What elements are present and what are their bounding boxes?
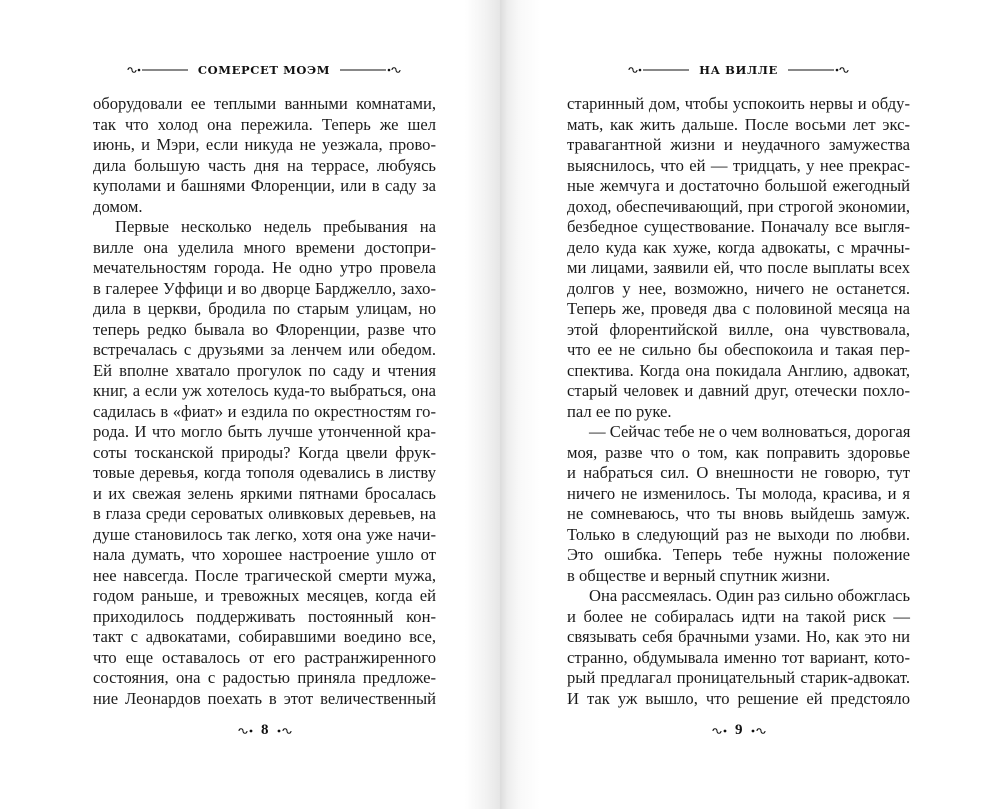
folio-ornament-left-icon — [712, 727, 730, 735]
text-line: безбедное существование. Поначалу все выгля- — [567, 217, 910, 236]
text-line: куполами и башнями Флоренции, или в саду за — [93, 176, 436, 195]
left-page-number — [238, 722, 292, 739]
text-line: доход, обеспечивающий, при строгой экономии, — [567, 196, 910, 216]
page-number-9: 9 — [735, 722, 743, 738]
right-page-body — [567, 94, 910, 709]
right-page-number — [712, 722, 766, 739]
text-line: нее навсегда. После трагической смерти мужа, — [93, 565, 436, 585]
text-line: не сомневаюсь, что ты вновь выйдешь замуж. — [567, 504, 910, 523]
text-line: выяснилось, что ей — тридцать, у нее прекрас- — [567, 155, 910, 175]
text-line: теперь редко бывала во Флоренции, разве что — [93, 319, 436, 339]
text-line: этой флорентийской вилле, она чувствовала, — [567, 319, 910, 339]
text-line: книг, а если уж хотелось куда-то выбраться, она — [93, 381, 436, 400]
right-page — [500, 0, 1001, 809]
text-line: годом раньше, и тревожных месяцев, когда ей — [93, 586, 436, 605]
text-line: и более не собиралась идти на такой риск — — [567, 606, 910, 626]
text-line: встречалась с друзьями за ленчем или обедом. — [93, 340, 436, 359]
text-line: и их свежая зелень яркими пятнами бросалась — [93, 483, 436, 503]
text-line: приходилось поддерживать постоянный кон- — [93, 606, 436, 626]
text-line: старый человек и давний друг, отечески похло- — [567, 381, 910, 400]
text-line: Ей вполне хватало прогулок по саду и чтения — [93, 360, 436, 380]
text-line: душе становилось так легко, хотя она уже начи- — [93, 524, 436, 544]
text-line: вилле она уделила много времени достопри- — [93, 237, 436, 257]
text-line: ми лицами, заявили ей, что после выплаты всех — [567, 258, 910, 277]
book-author-heading: СОМЕРСЕТ МОЭМ — [197, 63, 331, 77]
text-line: рый предлагал проницательный старик-адвокат. — [567, 668, 910, 687]
text-line: ные жемчуга и достаточно большой ежегодный — [567, 176, 910, 195]
text-line: что ее не сильно бы обеспокоила и такая пер- — [567, 340, 910, 359]
left-page — [0, 0, 500, 809]
page-number-8: 8 — [261, 722, 269, 738]
text-line: в глаза среди сероватых оливковых деревьев, на — [93, 504, 436, 523]
text-line: дила большую часть дня на террасе, любуясь — [93, 155, 436, 175]
text-line: Это ошибка. Теперь тебе нужны положение — [567, 545, 910, 564]
text-line: в обществе и верный спутник жизни. — [567, 565, 831, 585]
text-line: спектива. Когда она покидала Англию, адвокат, — [567, 360, 910, 380]
text-line: пал ее по руке. — [567, 401, 672, 421]
text-line: состояния, она с радостью приняла предложе- — [93, 668, 436, 687]
text-line: Первые несколько недель пребывания на — [115, 217, 436, 236]
text-line: садилась в «фиат» и ездила по окрестностям го- — [93, 401, 436, 421]
left-flourish-icon — [126, 65, 190, 75]
left-flourish-icon — [627, 65, 691, 75]
text-line: Только в следующий раз не выходи по любви. — [567, 524, 910, 544]
text-line: такт с адвокатами, собиравшими воедино все, — [93, 627, 436, 646]
left-running-head — [93, 63, 435, 77]
story-title-heading: НА ВИЛЛЕ — [699, 63, 778, 77]
text-line: связывать себя брачными узами. Но, как это ни — [567, 627, 910, 646]
folio-ornament-right-icon — [274, 727, 292, 735]
folio-ornament-right-icon — [748, 727, 766, 735]
text-line: мечательностям города. Не одно утро провела — [93, 258, 436, 277]
text-line: — Сейчас тебе не о чем волноваться, дорогая — [589, 422, 911, 441]
text-line: и набраться сил. О внешности не говорю, тут — [567, 463, 910, 482]
folio-ornament-left-icon — [238, 727, 256, 735]
text-line: что еще оставалось от его растранжиренного — [93, 647, 436, 667]
text-line: странно, обдумывала именно тот вариант, кото- — [567, 647, 910, 667]
text-line: оборудовали ее теплыми ванными комнатами, — [93, 94, 436, 113]
text-line: нала думать, что хорошее настроение ушло от — [93, 545, 436, 564]
text-line: так что холод она пережила. Теперь же шел — [93, 114, 436, 134]
text-line: И так уж вышло, что решение ей предстояло — [567, 688, 910, 708]
right-running-head — [567, 63, 910, 77]
text-line: домом. — [93, 196, 143, 216]
text-line: ние Леонардов поехать в этот величественный — [93, 688, 436, 708]
text-line: Она рассмеялась. Один раз сильно обожглась — [589, 586, 910, 605]
text-line: моя, разве что о том, как поправить здоровье — [567, 442, 910, 462]
text-line: июнь, и Мэри, если никуда не уезжала, прово- — [93, 135, 436, 154]
text-line: товые деревья, когда тополя одевались в листву — [93, 463, 436, 482]
right-flourish-icon — [338, 65, 402, 75]
text-line: дело куда как хуже, когда адвокаты, с мрачны- — [567, 237, 910, 257]
text-line: дила в церкви, бродила по старым улицам, но — [93, 299, 436, 318]
text-line: мать, как жить дальше. После восьми лет экс- — [567, 114, 910, 134]
text-line: соты тосканской природы? Когда цвели фрук- — [93, 442, 436, 462]
text-line: в галерее Уффици и во дворце Барджелло, захо- — [93, 278, 436, 298]
right-flourish-icon — [786, 65, 850, 75]
text-line: Теперь же, проведя два с половиной месяца на — [567, 299, 910, 318]
text-line: рода. И что могло быть лучше утонченной кра- — [93, 422, 436, 441]
text-line: долгов у нее, возможно, ничего не останется. — [567, 278, 910, 298]
text-line: ничего не изменилось. Ты молода, красива, и я — [567, 483, 910, 503]
text-line: травагантной жизни и неудачного замужества — [567, 135, 910, 154]
text-line: старинный дом, чтобы успокоить нервы и обду- — [567, 94, 910, 113]
left-page-body — [93, 94, 436, 709]
